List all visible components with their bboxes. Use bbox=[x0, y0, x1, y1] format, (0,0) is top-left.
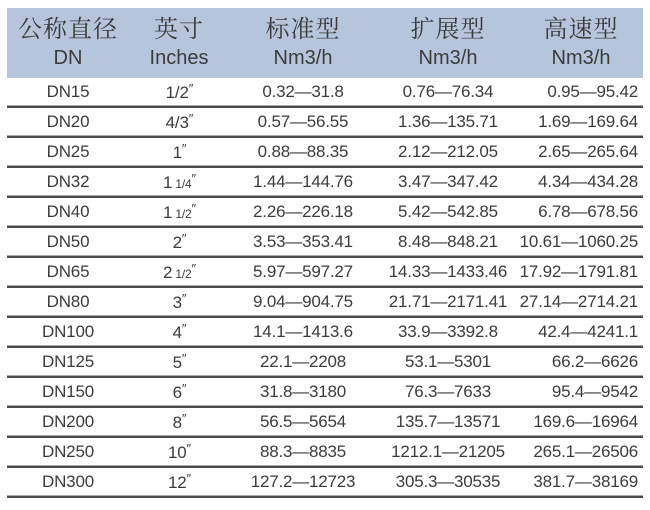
inch-whole: 12 bbox=[167, 473, 187, 492]
cell-dn: DN80 bbox=[7, 288, 129, 318]
cell-inches bbox=[129, 318, 229, 348]
cell-dn: DN20 bbox=[7, 108, 129, 138]
inch-prime-mark: ″ bbox=[188, 81, 193, 96]
inch-prime-mark: ″ bbox=[186, 441, 191, 456]
cell-standard-range: 31.8—3180 bbox=[229, 378, 377, 408]
cell-extended-range: 1212.1—21205 bbox=[377, 438, 519, 468]
inch-prime-mark: ″ bbox=[181, 381, 186, 396]
header-title-standard-type: 标准型 bbox=[265, 16, 341, 43]
cell-high-speed-range: 4.34—434.28 bbox=[519, 168, 643, 198]
inch-whole: 2 bbox=[162, 263, 173, 282]
header-cell-nominal-diameter bbox=[7, 8, 129, 78]
cell-inches bbox=[129, 408, 229, 438]
cell-high-speed-range: 66.2—6626 bbox=[519, 348, 643, 378]
inch-prime-mark: ″ bbox=[186, 471, 191, 486]
cell-standard-range: 2.26—226.18 bbox=[229, 198, 377, 228]
inch-fraction: 1/2 bbox=[172, 267, 192, 281]
cell-high-speed-range: 265.1—26506 bbox=[519, 438, 643, 468]
table-row bbox=[7, 408, 643, 438]
inch-whole: 5 bbox=[172, 353, 182, 372]
cell-high-speed-range: 27.14—2714.21 bbox=[519, 288, 643, 318]
cell-standard-range: 0.32—31.8 bbox=[229, 78, 377, 108]
inch-whole: 10 bbox=[167, 443, 187, 462]
inch-whole: 6 bbox=[172, 383, 182, 402]
cell-extended-range: 1.36—135.71 bbox=[377, 108, 519, 138]
cell-extended-range: 135.7—13571 bbox=[377, 408, 519, 438]
cell-standard-range: 0.57—56.55 bbox=[229, 108, 377, 138]
cell-high-speed-range: 95.4—9542 bbox=[519, 378, 643, 408]
inch-prime-mark: ″ bbox=[191, 261, 196, 276]
inch-whole: 2 bbox=[172, 233, 182, 252]
table-row bbox=[7, 318, 643, 348]
cell-dn: DN250 bbox=[7, 438, 129, 468]
inch-whole: 3 bbox=[172, 293, 182, 312]
cell-dn: DN150 bbox=[7, 378, 129, 408]
cell-dn: DN32 bbox=[7, 168, 129, 198]
header-cell-high-speed-type bbox=[519, 8, 643, 78]
inch-prime-mark: ″ bbox=[191, 201, 196, 216]
cell-extended-range: 21.71—2171.41 bbox=[377, 288, 519, 318]
cell-dn: DN125 bbox=[7, 348, 129, 378]
table-header bbox=[7, 8, 643, 78]
header-title-inches-cn: 英寸 bbox=[154, 16, 204, 43]
cell-inches bbox=[129, 228, 229, 258]
cell-extended-range: 14.33—1433.46 bbox=[377, 258, 519, 288]
table-row bbox=[7, 168, 643, 198]
header-title-nominal-diameter: 公称直径 bbox=[18, 16, 118, 43]
cell-dn: DN65 bbox=[7, 258, 129, 288]
cell-inches bbox=[129, 198, 229, 228]
cell-standard-range: 127.2—12723 bbox=[229, 468, 377, 498]
table-row bbox=[7, 258, 643, 288]
header-subtitle-inches: Inches bbox=[149, 47, 209, 69]
inch-whole: 1/2 bbox=[165, 83, 189, 102]
inch-whole: 8 bbox=[172, 413, 182, 432]
cell-high-speed-range: 6.78—678.56 bbox=[519, 198, 643, 228]
inch-whole: 1 bbox=[162, 173, 173, 192]
cell-dn: DN25 bbox=[7, 138, 129, 168]
inch-prime-mark: ″ bbox=[181, 291, 186, 306]
cell-extended-range: 76.3—7633 bbox=[377, 378, 519, 408]
cell-high-speed-range: 17.92—1791.81 bbox=[519, 258, 643, 288]
header-subtitle-standard-unit: Nm3/h bbox=[273, 47, 333, 69]
cell-dn: DN200 bbox=[7, 408, 129, 438]
cell-high-speed-range: 0.95—95.42 bbox=[519, 78, 643, 108]
inch-prime-mark: ″ bbox=[181, 351, 186, 366]
cell-standard-range: 9.04—904.75 bbox=[229, 288, 377, 318]
cell-high-speed-range: 2.65—265.64 bbox=[519, 138, 643, 168]
cell-high-speed-range: 1.69—169.64 bbox=[519, 108, 643, 138]
inch-prime-mark: ″ bbox=[188, 111, 193, 126]
cell-dn: DN50 bbox=[7, 228, 129, 258]
inch-prime-mark: ″ bbox=[181, 321, 186, 336]
header-cell-inches bbox=[129, 8, 229, 78]
cell-extended-range: 8.48—848.21 bbox=[377, 228, 519, 258]
cell-high-speed-range: 42.4—4241.1 bbox=[519, 318, 643, 348]
cell-extended-range: 2.12—212.05 bbox=[377, 138, 519, 168]
cell-dn: DN100 bbox=[7, 318, 129, 348]
cell-extended-range: 3.47—347.42 bbox=[377, 168, 519, 198]
cell-extended-range: 53.1—5301 bbox=[377, 348, 519, 378]
header-subtitle-extended-unit: Nm3/h bbox=[418, 47, 478, 69]
table-row bbox=[7, 228, 643, 258]
table-row bbox=[7, 348, 643, 378]
cell-inches bbox=[129, 378, 229, 408]
inch-whole: 4/3 bbox=[165, 113, 189, 132]
header-subtitle-high-speed-unit: Nm3/h bbox=[551, 47, 611, 69]
cell-inches bbox=[129, 438, 229, 468]
cell-inches bbox=[129, 108, 229, 138]
cell-standard-range: 88.3—8835 bbox=[229, 438, 377, 468]
header-title-high-speed-type: 高速型 bbox=[543, 16, 619, 43]
cell-inches bbox=[129, 168, 229, 198]
inch-prime-mark: ″ bbox=[181, 141, 186, 156]
cell-extended-range: 0.76—76.34 bbox=[377, 78, 519, 108]
header-row bbox=[7, 8, 643, 78]
header-cell-extended-type bbox=[377, 8, 519, 78]
cell-standard-range: 22.1—2208 bbox=[229, 348, 377, 378]
table-row bbox=[7, 108, 643, 138]
cell-standard-range: 56.5—5654 bbox=[229, 408, 377, 438]
cell-inches bbox=[129, 78, 229, 108]
cell-extended-range: 305.3—30535 bbox=[377, 468, 519, 498]
cell-dn: DN40 bbox=[7, 198, 129, 228]
table-row bbox=[7, 438, 643, 468]
inch-prime-mark: ″ bbox=[191, 171, 196, 186]
header-subtitle-dn: DN bbox=[53, 47, 83, 69]
inch-prime-mark: ″ bbox=[181, 231, 186, 246]
header-title-extended-type: 扩展型 bbox=[410, 16, 486, 43]
cell-inches bbox=[129, 258, 229, 288]
inch-prime-mark: ″ bbox=[181, 411, 186, 426]
cell-standard-range: 3.53—353.41 bbox=[229, 228, 377, 258]
table-row bbox=[7, 378, 643, 408]
table-row bbox=[7, 468, 643, 498]
cell-inches bbox=[129, 348, 229, 378]
inch-fraction: 1/2 bbox=[172, 207, 192, 221]
table-row bbox=[7, 198, 643, 228]
inch-whole: 1 bbox=[162, 203, 173, 222]
cell-inches bbox=[129, 138, 229, 168]
cell-high-speed-range: 10.61—1060.25 bbox=[519, 228, 643, 258]
cell-inches bbox=[129, 468, 229, 498]
header-cell-standard-type bbox=[229, 8, 377, 78]
cell-standard-range: 5.97—597.27 bbox=[229, 258, 377, 288]
inch-whole: 4 bbox=[172, 323, 182, 342]
cell-standard-range: 0.88—88.35 bbox=[229, 138, 377, 168]
cell-high-speed-range: 381.7—38169 bbox=[519, 468, 643, 498]
cell-dn: DN300 bbox=[7, 468, 129, 498]
inch-whole: 1 bbox=[172, 143, 182, 162]
cell-standard-range: 14.1—1413.6 bbox=[229, 318, 377, 348]
cell-extended-range: 5.42—542.85 bbox=[377, 198, 519, 228]
cell-standard-range: 1.44—144.76 bbox=[229, 168, 377, 198]
cell-high-speed-range: 169.6—16964 bbox=[519, 408, 643, 438]
table-row bbox=[7, 288, 643, 318]
cell-extended-range: 33.9—3392.8 bbox=[377, 318, 519, 348]
cell-inches bbox=[129, 288, 229, 318]
spec-table bbox=[7, 8, 643, 498]
inch-fraction: 1/4 bbox=[172, 177, 192, 191]
table-row bbox=[7, 138, 643, 168]
table-body bbox=[7, 78, 643, 498]
table-row bbox=[7, 78, 643, 108]
cell-dn: DN15 bbox=[7, 78, 129, 108]
